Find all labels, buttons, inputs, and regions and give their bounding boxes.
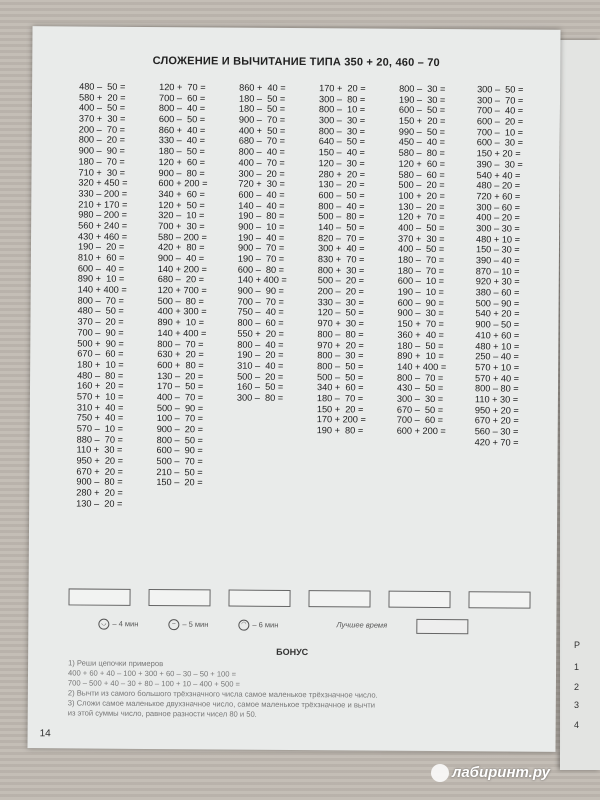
- exercise-item: 600 – 40 =: [77, 263, 125, 274]
- exercise-item: 120 + 70 =: [159, 82, 206, 93]
- exercise-item: 500 – 50 =: [317, 371, 364, 383]
- exercise-item: 400 + 50 =: [238, 125, 286, 136]
- exercise-item: 300 – 30 =: [318, 115, 366, 126]
- smile-icon: ◡: [98, 619, 109, 630]
- watermark: лабиринт.ру: [452, 764, 550, 781]
- neutral-face-icon: –: [168, 619, 179, 630]
- exercise-item: 170 + 200 =: [316, 414, 366, 425]
- answer-box[interactable]: [468, 591, 530, 608]
- bonus-task-1: 1) Реши цепочки примеров: [68, 658, 164, 669]
- exercise-item: 340 + 60 =: [316, 382, 364, 393]
- exercise-item: 430 + 460 =: [78, 231, 128, 242]
- exercise-item: 800 – 50 =: [156, 434, 203, 446]
- exercise-item: 190 – 80 =: [238, 210, 285, 222]
- exercise-item: 390 – 40 =: [475, 255, 520, 266]
- exercise-item: 300 – 20 =: [238, 168, 285, 179]
- exercise-item: 120 – 30 =: [318, 157, 365, 169]
- bonus-task-3-cont: из этой суммы число, равное разности чисел 80 и 50.: [67, 708, 257, 719]
- exercise-item: 570 + 10 =: [76, 391, 124, 402]
- exercise-item: 700 – 60 =: [396, 415, 444, 426]
- exercise-item: 600 – 20 =: [476, 116, 524, 127]
- exercise-item: 120 + 50 =: [158, 199, 205, 210]
- exercise-item: 900 – 30 =: [397, 308, 444, 319]
- exercise-item: 390 – 30 =: [476, 159, 523, 170]
- exercise-item: 890 + 10 =: [157, 317, 204, 328]
- bonus-chain-1: 400 + 60 + 40 – 100 + 300 + 60 – 30 – 50 + 100 =: [67, 668, 237, 679]
- exercise-item: 810 + 60 =: [77, 252, 125, 263]
- exercise-item: 180 – 50 =: [238, 103, 286, 115]
- exercise-item: 320 – 10 =: [158, 210, 205, 221]
- exercise-item: 300 – 80 =: [236, 392, 284, 403]
- bonus-title: БОНУС: [276, 646, 309, 658]
- exercise-item: 340 + 60 =: [158, 188, 205, 200]
- exercise-item: 360 + 40 =: [397, 329, 444, 340]
- exercise-item: 880 – 70 =: [76, 434, 123, 445]
- exercise-item: 860 + 40 =: [239, 82, 286, 93]
- exercise-item: 150 + 20 =: [316, 403, 364, 415]
- right-page-text: 1: [574, 662, 580, 672]
- exercise-item: 600 – 50 =: [318, 190, 365, 201]
- exercise-item: 500 – 90 =: [475, 298, 520, 309]
- answer-box[interactable]: [148, 589, 210, 606]
- exercise-item: 480 – 50 =: [79, 81, 126, 92]
- exercise-item: 200 – 20 =: [317, 286, 364, 297]
- exercise-item: 170 – 50 =: [156, 381, 204, 392]
- exercise-item: 580 – 80 =: [398, 147, 445, 159]
- exercise-item: 670 – 60 =: [77, 348, 124, 359]
- exercise-item: 140 – 50 =: [318, 222, 365, 233]
- exercise-item: 150 + 20 =: [398, 115, 446, 127]
- exercise-item: 140 + 400 =: [157, 327, 207, 339]
- exercise-item: 400 – 50 =: [398, 222, 445, 233]
- exercise-item: 890 + 10 =: [397, 350, 444, 362]
- exercise-item: 130 – 20 =: [76, 498, 123, 509]
- exercise-item: 970 + 30 =: [317, 318, 364, 329]
- exercise-item: 950 + 20 =: [76, 455, 124, 466]
- exercise-item: 480 + 10 =: [475, 340, 520, 352]
- exercise-item: 140 + 200 =: [157, 263, 207, 275]
- exercise-item: 900 – 90 =: [237, 285, 284, 296]
- page-number: 14: [39, 728, 51, 740]
- exercise-column-2: [156, 82, 235, 489]
- exercise-item: 150 + 70 =: [397, 318, 444, 330]
- exercise-item: 750 + 40 =: [76, 412, 124, 424]
- exercise-item: 540 + 40 =: [476, 169, 521, 181]
- exercise-item: 480 – 80 =: [77, 370, 124, 381]
- answer-box[interactable]: [68, 588, 130, 605]
- right-page-text: Р: [574, 640, 581, 650]
- exercise-item: 300 – 30 =: [396, 393, 444, 404]
- exercise-item: 300 – 50 =: [477, 84, 524, 95]
- bonus-task-3: 3) Сложи самое маленькое двухзначное число, самое маленькое трёхзначное и вычти: [67, 698, 376, 710]
- exercise-item: 700 – 90 =: [77, 327, 124, 338]
- exercise-item: 200 – 70 =: [78, 124, 126, 135]
- exercise-item: 180 + 10 =: [77, 359, 124, 370]
- exercise-column-3: [237, 83, 315, 404]
- exercise-item: 800 – 70 =: [397, 372, 444, 383]
- exercise-item: 130 – 20 =: [398, 201, 445, 212]
- legend-6min-label: – 6 мин: [252, 620, 279, 630]
- exercise-item: 420 + 80 =: [157, 242, 205, 253]
- exercise-item: 110 + 30 =: [474, 394, 519, 405]
- exercise-item: 120 + 60 =: [158, 156, 206, 168]
- exercise-item: 600 – 80 =: [237, 264, 285, 275]
- sad-face-icon: ◠: [238, 620, 249, 631]
- legend-5min-label: – 5 мин: [182, 619, 209, 629]
- exercise-column-4: [317, 83, 395, 436]
- exercise-item: 550 + 20 =: [237, 328, 284, 339]
- exercise-item: 500 – 20 =: [398, 179, 445, 191]
- exercise-item: 210 + 170 =: [78, 199, 128, 210]
- exercise-item: 900 – 80 =: [158, 167, 205, 178]
- right-page-text: 2: [574, 682, 580, 692]
- exercise-item: 280 + 20 =: [76, 487, 123, 498]
- exercise-item: 190 – 30 =: [398, 94, 446, 105]
- next-page-edge: [560, 40, 600, 770]
- exercise-item: 700 – 40 =: [476, 105, 524, 116]
- exercise-item: 970 + 20 =: [317, 339, 364, 350]
- exercise-item: 680 – 70 =: [238, 136, 285, 147]
- exercise-item: 900 – 40 =: [157, 253, 205, 264]
- exercise-item: 450 – 40 =: [398, 137, 445, 148]
- exercise-item: 600 – 50 =: [398, 105, 446, 116]
- exercise-item: 120 + 700 =: [157, 285, 207, 296]
- exercise-item: 800 – 80 =: [317, 328, 364, 340]
- exercise-item: 890 + 10 =: [77, 273, 125, 285]
- exercise-item: 500 – 20 =: [237, 371, 284, 382]
- exercise-item: 310 – 40 =: [237, 360, 284, 371]
- exercise-item: 920 + 30 =: [475, 276, 520, 287]
- exercise-item: 500 – 20 =: [317, 275, 365, 286]
- exercise-item: 990 – 50 =: [398, 126, 446, 137]
- exercise-item: 140 + 400 =: [237, 274, 287, 286]
- exercise-item: 500 – 80 =: [318, 211, 365, 222]
- exercise-item: 800 – 30 =: [399, 83, 446, 95]
- exercise-item: 480 – 50 =: [77, 305, 124, 317]
- legend-6min: [238, 620, 278, 631]
- exercise-item: 120 + 70 =: [398, 211, 445, 223]
- exercise-item: 500 – 70 =: [156, 456, 203, 467]
- exercise-item: 800 + 30 =: [317, 264, 365, 276]
- exercise-item: 800 – 40 =: [158, 103, 206, 114]
- exercise-item: 600 + 80 =: [157, 359, 204, 371]
- exercise-item: 180 – 70 =: [78, 156, 125, 167]
- exercise-item: 150 + 20 =: [476, 148, 521, 159]
- exercise-item: 540 + 20 =: [475, 308, 520, 320]
- exercise-item: 600 + 200 =: [158, 178, 208, 189]
- exercise-item: 320 + 450 =: [78, 177, 128, 189]
- exercise-item: 400 – 20 =: [476, 212, 520, 223]
- exercise-item: 330 – 40 =: [158, 135, 205, 146]
- exercise-item: 400 + 300 =: [157, 306, 207, 317]
- exercise-item: 980 – 200 =: [78, 209, 128, 221]
- exercise-item: 180 – 70 =: [397, 254, 445, 266]
- exercise-item: 120 – 50 =: [317, 307, 364, 318]
- exercise-item: 900 – 70 =: [238, 114, 286, 125]
- exercise-item: 310 + 40 =: [76, 402, 124, 413]
- exercise-column-1: [76, 81, 155, 509]
- exercise-item: 800 – 40 =: [318, 200, 365, 212]
- exercise-item: 190 – 10 =: [397, 286, 444, 298]
- exercise-item: 330 – 30 =: [317, 296, 364, 308]
- exercise-item: 300 – 70 =: [476, 94, 524, 106]
- exercise-item: 370 + 30 =: [398, 233, 445, 244]
- right-page-text: 4: [574, 720, 580, 730]
- exercise-item: 180 – 50 =: [238, 93, 286, 104]
- exercise-item: 190 + 80 =: [316, 425, 364, 436]
- exercise-item: 800 – 40 =: [238, 146, 285, 158]
- exercise-item: 400 – 70 =: [238, 157, 285, 168]
- exercise-column-6: [475, 84, 554, 448]
- exercise-item: 800 – 50 =: [317, 361, 364, 372]
- exercise-item: 190 – 20 =: [77, 241, 125, 253]
- bonus-section: [68, 658, 548, 721]
- exercise-item: 720 + 30 =: [238, 178, 285, 190]
- time-legend: [98, 619, 518, 638]
- exercise-item: 600 – 90 =: [397, 297, 444, 308]
- exercise-item: 860 + 40 =: [158, 124, 206, 136]
- workbook-page: [27, 26, 560, 752]
- exercise-item: 570 + 10 =: [475, 362, 520, 373]
- exercise-item: 190 – 40 =: [238, 232, 285, 243]
- exercise-item: 500 – 90 =: [156, 402, 204, 413]
- exercise-item: 600 – 50 =: [158, 114, 206, 125]
- exercise-item: 170 + 20 =: [319, 83, 366, 94]
- exercise-item: 300 – 80 =: [318, 93, 366, 105]
- exercise-item: 180 – 50 =: [158, 146, 205, 157]
- bonus-task-2: 2) Вычти из самого большого трёхзначного числа самое маленькое трёхзначное число.: [67, 688, 378, 700]
- exercise-item: 900 – 90 =: [78, 145, 125, 156]
- exercise-item: 800 – 80 =: [474, 383, 519, 394]
- exercise-item: 800 – 20 =: [78, 134, 126, 146]
- exercise-item: 800 – 30 =: [317, 350, 364, 361]
- exercise-item: 720 + 60 =: [476, 191, 521, 202]
- exercise-item: 100 + 20 =: [398, 190, 445, 201]
- right-page-text: 3: [574, 700, 580, 710]
- legend-4min-label: – 4 мин: [112, 619, 139, 629]
- exercise-item: 580 + 20 =: [78, 92, 126, 103]
- exercise-item: 680 – 20 =: [157, 274, 205, 285]
- exercise-item: 190 – 70 =: [237, 253, 285, 264]
- exercise-item: 950 + 20 =: [474, 404, 519, 416]
- exercise-item: 700 – 10 =: [476, 127, 524, 138]
- exercise-item: 830 + 70 =: [317, 254, 365, 265]
- exercise-item: 160 – 50 =: [236, 381, 284, 393]
- exercise-item: 140 + 400 =: [77, 284, 127, 295]
- exercise-item: 570 + 40 =: [475, 372, 520, 384]
- answer-box[interactable]: [308, 590, 370, 607]
- exercise-item: 250 – 40 =: [475, 351, 519, 362]
- exercise-item: 150 – 20 =: [156, 477, 203, 488]
- exercise-item: 600 – 40 =: [238, 189, 285, 200]
- exercise-item: 900 – 80 =: [76, 476, 123, 488]
- best-time-label: Лучшее время: [336, 620, 388, 630]
- exercise-item: 900 – 20 =: [156, 424, 203, 435]
- exercise-item: 300 – 30 =: [476, 223, 520, 234]
- answer-box[interactable]: [388, 591, 450, 608]
- exercise-item: 180 – 50 =: [397, 340, 444, 351]
- exercise-item: 900 – 10 =: [238, 221, 285, 232]
- exercise-item: 110 + 30 =: [76, 444, 123, 456]
- exercise-item: 820 – 70 =: [318, 232, 365, 244]
- exercise-item: 900 – 50 =: [475, 319, 520, 330]
- exercise-item: 430 – 50 =: [396, 382, 444, 394]
- exercise-item: 670 – 50 =: [396, 404, 444, 415]
- exercise-item: 180 – 70 =: [397, 265, 445, 276]
- exercise-item: 100 – 70 =: [156, 413, 204, 424]
- exercise-columns: [76, 81, 545, 584]
- exercise-item: 480 + 10 =: [476, 233, 521, 245]
- exercise-item: 600 + 200 =: [396, 425, 446, 437]
- exercise-item: 400 – 50 =: [397, 244, 445, 255]
- page-title: СЛОЖЕНИЕ И ВЫЧИТАНИЕ ТИПА 350 + 20, 460 – 70: [152, 55, 440, 70]
- legend-5min: [168, 619, 208, 630]
- exercise-item: 700 + 30 =: [158, 220, 205, 232]
- exercise-item: 180 – 70 =: [316, 393, 364, 404]
- exercise-item: 600 – 90 =: [156, 445, 203, 456]
- exercise-item: 150 – 40 =: [318, 147, 365, 158]
- exercise-item: 700 – 60 =: [158, 92, 206, 104]
- exercise-item: 130 – 20 =: [318, 179, 365, 190]
- exercise-item: 300 – 60 =: [476, 201, 520, 213]
- exercise-item: 640 – 50 =: [318, 136, 365, 147]
- exercise-item: 560 + 240 =: [78, 220, 128, 231]
- exercise-item: 500 + 90 =: [77, 337, 124, 349]
- exercise-item: 800 – 10 =: [318, 104, 366, 115]
- exercise-item: 800 – 40 =: [237, 339, 284, 350]
- exercise-item: 300 + 40 =: [317, 243, 365, 254]
- exercise-item: 750 – 40 =: [237, 307, 284, 318]
- exercise-item: 800 – 70 =: [77, 295, 124, 306]
- exercise-item: 370 – 20 =: [77, 316, 124, 327]
- exercise-item: 580 – 60 =: [398, 169, 445, 180]
- exercise-item: 870 – 10 =: [475, 265, 520, 277]
- exercise-item: 580 – 200 =: [158, 231, 207, 243]
- exercise-item: 410 + 60 =: [475, 330, 520, 341]
- exercise-item: 670 + 20 =: [76, 466, 123, 477]
- exercise-column-5: [397, 84, 475, 437]
- exercise-item: 140 + 400 =: [397, 361, 447, 372]
- exercise-item: 500 – 80 =: [157, 295, 204, 307]
- exercise-item: 400 – 50 =: [78, 102, 126, 114]
- exercise-item: 600 – 30 =: [476, 137, 523, 149]
- exercise-item: 800 – 30 =: [318, 125, 366, 137]
- exercise-item: 710 + 30 =: [78, 166, 126, 178]
- exercise-item: 210 – 50 =: [156, 466, 203, 478]
- exercise-item: 800 – 60 =: [237, 317, 284, 329]
- exercise-item: 400 – 70 =: [156, 391, 204, 403]
- exercise-item: 560 – 30 =: [474, 426, 519, 437]
- exercise-item: 120 + 60 =: [398, 158, 446, 169]
- exercise-item: 570 – 10 =: [76, 423, 123, 434]
- exercise-item: 330 – 200 =: [78, 188, 128, 199]
- exercise-item: 900 – 70 =: [237, 242, 285, 254]
- exercise-item: 670 + 20 =: [474, 415, 519, 426]
- exercise-item: 380 – 60 =: [475, 287, 520, 298]
- exercise-item: 420 + 70 =: [474, 436, 519, 448]
- exercise-item: 700 – 70 =: [237, 296, 284, 307]
- answer-box[interactable]: [228, 590, 290, 607]
- exercise-item: 630 + 20 =: [157, 349, 204, 360]
- exercise-item: 130 – 20 =: [157, 370, 204, 381]
- exercise-item: 190 – 20 =: [237, 349, 284, 361]
- bonus-chain-2: 700 – 500 + 40 – 30 + 80 – 100 + 10 – 400 + 500 =: [67, 678, 241, 689]
- exercise-item: 280 + 20 =: [318, 168, 366, 179]
- legend-4min: [98, 619, 138, 630]
- exercise-item: 800 – 70 =: [157, 338, 204, 349]
- exercise-item: 370 + 30 =: [78, 113, 126, 124]
- exercise-item: 140 – 40 =: [238, 200, 285, 211]
- best-time-box[interactable]: [416, 619, 468, 634]
- answer-boxes: [68, 588, 538, 611]
- exercise-item: 160 + 20 =: [76, 380, 124, 392]
- exercise-item: 480 – 20 =: [476, 180, 521, 191]
- exercise-item: 150 – 30 =: [475, 244, 520, 255]
- labirint-logo-icon: [431, 764, 449, 782]
- exercise-item: 600 – 10 =: [397, 276, 445, 287]
